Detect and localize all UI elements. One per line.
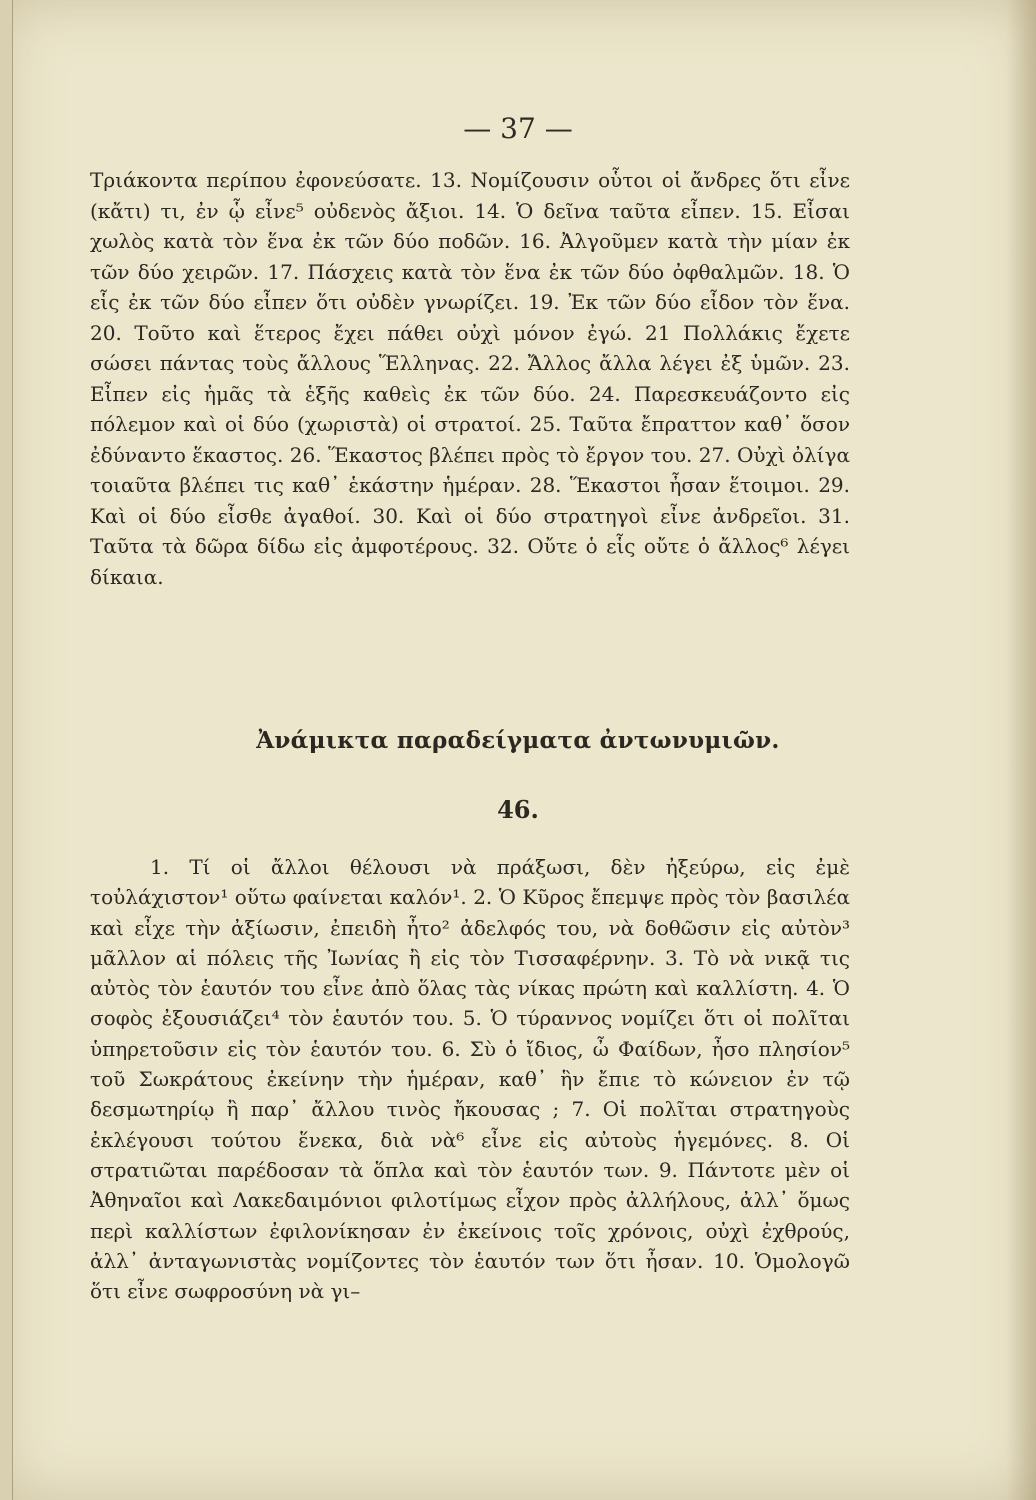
exercise-number: 46. (497, 795, 539, 824)
exercise-45-continuation: Τριάκοντα περίπου ἐφονεύσατε. 13. Νομίζουσιν οὗτοι οἱ ἄνδρες ὅτι εἶνε (κἄτι) τι, ἐν ᾧ εἶνε⁵ οὐδενὸς ἄξιοι. 14. Ὁ δεῖνα ταῦτα εἶπεν. 15. Εἶσαι χωλὸς κατὰ τὸν ἕνα ἐκ τῶν δύο ποδῶν. 16. Ἀλγοῦμεν κατὰ τὴν μίαν ἐκ τῶν δύο χειρῶν. 17. Πάσχεις κατὰ τὸν ἕνα ἐκ τῶν δύο ὀφθαλμῶν. 18. Ὁ εἷς ἐκ τῶν δύο εἶπεν ὅτι οὐδὲν γνωρίζει. 19. Ἐκ τῶν δύο εἶδον τὸν ἕνα. 20. Τοῦτο καὶ ἕτερος ἔχει πάθει οὐχὶ μόνον ἐγώ. 21 Πολλάκις ἔχετε σώσει πάντας τοὺς ἄλλους Ἕλληνας. 22. Ἄλλος ἄλλα λέγει ἐξ ὑμῶν. 23. Εἶπεν εἰς ἡμᾶς τὰ ἑξῆς καθεὶς ἐκ τῶν δύο. 24. Παρεσκευάζοντο εἰς πόλεμον καὶ οἱ δύο (χωριστὰ) οἱ στρατοί. 25. Ταῦτα ἔπραττον καθ᾽ ὅσον ἐδύναντο ἕκαστος. 26. Ἕκαστος βλέπει πρὸς τὸ ἔργον του. 27. Οὐχὶ ὀλίγα τοιαῦτα βλέπει τις καθ᾽ ἑκάστην ἡμέραν. 28. Ἕκαστοι ἦσαν ἕτοιμοι. 29. Καὶ οἱ δύο εἶσθε ἀγαθοί. 30. Καὶ οἱ δύο στρατηγοὶ εἶνε ἀνδρεῖοι. 31. Ταῦτα τὰ δῶρα δίδω εἰς ἀμφοτέρους. 32. Οὔτε ὁ εἷς οὔτε ὁ ἄλλος⁶ λέγει δίκαια. (90, 168, 850, 589)
section-title: Ἀνάμικτα παραδείγματα ἀντωνυμιῶν. (256, 727, 780, 754)
exercise-46-text: 1. Τί οἱ ἄλλοι θέλουσι νὰ πράξωσι, δὲν ἠξεύρω, εἰς ἐμὲ τοὐλάχιστον¹ οὕτω φαίνεται καλόν¹. 2. Ὁ Κῦρος ἔπεμψε πρὸς τὸν βασιλέα καὶ εἶχε τὴν ἀξίωσιν, ἐπειδὴ ἦτο² ἀδελφός του, νὰ δοθῶσιν εἰς αὐτὸν³ μᾶλλον αἱ πόλεις τῆς Ἰωνίας ἢ εἰς τὸν Τισσαφέρνην. 3. Τὸ νὰ νικᾷ τις αὐτὸς τὸν ἑαυτόν του εἶνε ἀπὸ ὅλας τὰς νίκας πρώτη καὶ καλλίστη. 4. Ὁ σοφὸς ἐξουσιάζει⁴ τὸν ἑαυτόν του. 5. Ὁ τύραννος νομίζει ὅτι οἱ πολῖται ὑπηρετοῦσιν εἰς τὸν ἑαυτόν του. 6. Σὺ ὁ ἴδιος, ὦ Φαίδων, ἦσο πλησίον⁵ τοῦ Σωκράτους ἐκείνην τὴν ἡμέραν, καθ᾽ ἣν ἔπιε τὸ κώνειον ἐν τῷ δεσμωτηρίῳ ἢ παρ᾽ ἄλλου τινὸς ἤκουσας ; 7. Οἱ πολῖται στρατηγοὺς ἐκλέγουσι τούτου ἕνεκα, διὰ νὰ⁶ εἶνε εἰς αὐτοὺς ἡγεμόνες. 8. Οἱ στρατιῶται παρέδοσαν τὰ ὅπλα καὶ τὸν ἑαυτόν των. 9. Πάντοτε μὲν οἱ Ἀθηναῖοι καὶ Λακεδαιμόνιοι φιλοτίμως εἶχον πρὸς ἀλλήλους, ἀλλ᾽ ὅμως περὶ καλλίστων ἐφιλονίκησαν ἐν ἐκείνοις τοῖς χρόνοις, οὐχὶ ἐχθρούς, ἀλλ᾽ ἀνταγωνιστὰς νομίζοντες τὸν ἑαυτόν των ὅτι ἦσαν. 10. Ὁμολογῶ ὅτι εἶνε σωφροσύνη νὰ γι– (90, 855, 850, 1304)
page-number: — 37 — (463, 112, 573, 145)
